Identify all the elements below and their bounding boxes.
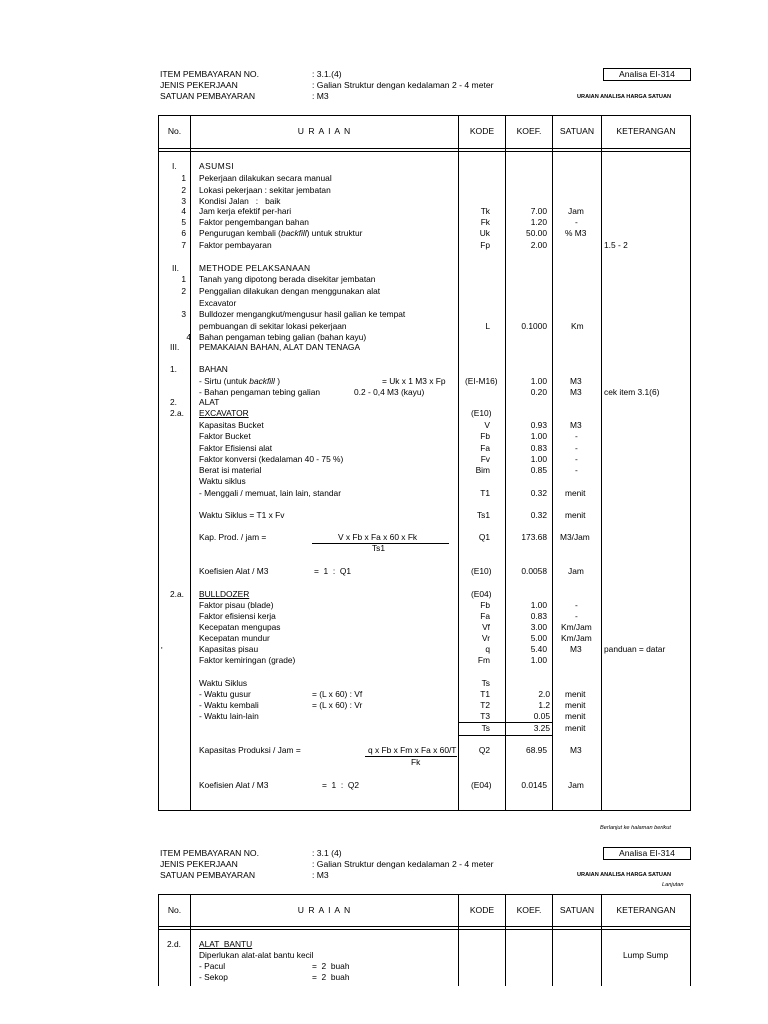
uraian-analisa-title: URAIAN ANALISA HARGA SATUAN bbox=[577, 94, 672, 100]
row-description: Faktor Bucket bbox=[199, 431, 251, 441]
subsection-title: BULLDOZER bbox=[199, 589, 250, 599]
row-description: Berat isi material bbox=[199, 465, 262, 475]
row-koef: 1.2 bbox=[538, 700, 550, 710]
row-formula: = 2 buah bbox=[312, 972, 350, 982]
row-satuan: M3 bbox=[570, 745, 582, 755]
row-kode: Fk bbox=[480, 217, 490, 227]
section-number: I. bbox=[172, 161, 177, 171]
row-koef: 7.00 bbox=[530, 206, 547, 216]
row-description: Faktor pengembangan bahan bbox=[199, 217, 309, 227]
row-description: - Waktu kembali bbox=[199, 700, 259, 710]
row-kode: Fv bbox=[480, 454, 490, 464]
row-keterangan: Lump Sump bbox=[623, 950, 669, 960]
row-kode: V bbox=[484, 420, 490, 430]
jenis-pekerjaan-label: JENIS PEKERJAAN bbox=[160, 80, 238, 90]
row-number: 2 bbox=[181, 286, 186, 296]
row-description: Lokasi pekerjaan : sekitar jembatan bbox=[199, 185, 331, 195]
row-formula: = 1 : Q2 bbox=[322, 780, 360, 790]
formula-numerator: V x Fb x Fa x 60 x Fk bbox=[338, 532, 418, 542]
row-satuan: menit bbox=[565, 510, 586, 520]
row-satuan: % M3 bbox=[565, 228, 587, 238]
row-kode: Fa bbox=[480, 611, 490, 621]
row-koef: 0.1000 bbox=[521, 321, 547, 331]
row-kode: Ts bbox=[481, 678, 490, 688]
row-kode: (E04) bbox=[471, 589, 492, 599]
row-keterangan: 1.5 - 2 bbox=[604, 240, 628, 250]
subsection-title: EXCAVATOR bbox=[199, 408, 249, 418]
row-description: Faktor konversi (kedalaman 40 - 75 %) bbox=[199, 454, 344, 464]
table-border bbox=[190, 115, 191, 810]
row-formula: = Uk x 1 M3 x Fp bbox=[382, 376, 446, 386]
row-number: 4 bbox=[181, 206, 186, 216]
col-header-uraian: U R A I A N bbox=[297, 905, 352, 915]
row-koef: 1.00 bbox=[530, 600, 547, 610]
row-kode: L bbox=[485, 321, 490, 331]
satuan-pembayaran-value: : M3 bbox=[312, 870, 329, 880]
subsection-title: ALAT BANTU bbox=[199, 939, 253, 949]
row-description: Kapasitas pisau bbox=[199, 644, 259, 654]
row-koef: 0.20 bbox=[530, 387, 547, 397]
row-kode: T2 bbox=[480, 700, 490, 710]
table-border bbox=[158, 929, 691, 930]
row-koef: 68.95 bbox=[526, 745, 547, 755]
col-header-satuan: SATUAN bbox=[559, 905, 595, 915]
table-border bbox=[690, 115, 691, 810]
section-title: ASUMSI bbox=[199, 161, 235, 171]
row-description: Faktor pisau (blade) bbox=[199, 600, 274, 610]
col-header-keterangan: KETERANGAN bbox=[616, 126, 676, 136]
row-number: 6 bbox=[181, 228, 186, 238]
row-satuan: Jam bbox=[568, 566, 584, 576]
row-koef: 0.93 bbox=[530, 420, 547, 430]
row-koef: 3.25 bbox=[533, 723, 550, 733]
row-satuan: - bbox=[575, 454, 578, 464]
row-satuan: menit bbox=[565, 689, 586, 699]
row-description: Kapasitas Produksi / Jam = bbox=[199, 745, 301, 755]
row-satuan: M3 bbox=[570, 420, 582, 430]
row-koef: 0.32 bbox=[530, 488, 547, 498]
row-koef: 0.05 bbox=[533, 711, 550, 721]
row-kode: Ts1 bbox=[476, 510, 490, 520]
col-header-no: No. bbox=[167, 126, 182, 136]
continued-note: Berlanjut ke halaman berikut bbox=[600, 825, 671, 831]
table-border bbox=[458, 115, 459, 810]
row-koef: 0.0058 bbox=[521, 566, 547, 576]
row-number: 5 bbox=[181, 217, 186, 227]
row-description: Excavator bbox=[199, 298, 237, 308]
row-number: 1 bbox=[181, 173, 186, 183]
row-description: - Waktu lain-lain bbox=[199, 711, 259, 721]
subsection-number: 2.a. bbox=[170, 589, 184, 599]
row-koef: 1.00 bbox=[530, 454, 547, 464]
row-kode: Tk bbox=[480, 206, 490, 216]
row-satuan: M3 bbox=[570, 376, 582, 386]
row-number: 3 bbox=[181, 309, 186, 319]
lanjutan-note: Lanjutan bbox=[662, 882, 684, 888]
row-satuan: - bbox=[575, 443, 578, 453]
margin-mark: ' bbox=[161, 645, 163, 655]
section-number: III. bbox=[170, 342, 180, 352]
row-kode: T3 bbox=[480, 711, 490, 721]
row-kode: q bbox=[485, 644, 490, 654]
satuan-pembayaran-label: SATUAN PEMBAYARAN bbox=[160, 91, 256, 101]
row-kode: Q2 bbox=[478, 745, 490, 755]
col-header-koef: KOEF. bbox=[516, 126, 542, 136]
table-border bbox=[158, 115, 159, 810]
row-description: pembuangan di sekitar lokasi pekerjaan bbox=[199, 321, 347, 331]
satuan-pembayaran-label: SATUAN PEMBAYARAN bbox=[160, 870, 256, 880]
section-number: II. bbox=[172, 263, 179, 273]
jenis-pekerjaan-label: JENIS PEKERJAAN bbox=[160, 859, 238, 869]
row-description: Kondisi Jalan : baik bbox=[199, 196, 281, 206]
row-satuan: Km/Jam bbox=[561, 633, 592, 643]
row-kode: T1 bbox=[480, 689, 490, 699]
row-description: Kecepatan mengupas bbox=[199, 622, 281, 632]
table-border bbox=[601, 115, 602, 810]
row-description: - Menggali / memuat, lain lain, standar bbox=[199, 488, 341, 498]
row-description: Bulldozer mengangkut/mengusur hasil galian ke tempat bbox=[199, 309, 406, 319]
subsection-title: ALAT bbox=[199, 397, 220, 407]
item-pembayaran-label: ITEM PEMBAYARAN NO. bbox=[160, 69, 259, 79]
table-border bbox=[552, 115, 553, 810]
row-satuan: Km bbox=[571, 321, 584, 331]
row-koef: 1.20 bbox=[530, 217, 547, 227]
subsection-number: 1. bbox=[170, 364, 177, 374]
row-satuan: menit bbox=[565, 723, 586, 733]
row-koef: 173.68 bbox=[521, 532, 547, 542]
table-border bbox=[690, 894, 691, 986]
row-description: Kap. Prod. / jam = bbox=[199, 532, 267, 542]
formula-denominator: Fk bbox=[411, 757, 421, 767]
section-title: PEMAKAIAN BAHAN, ALAT DAN TENAGA bbox=[199, 342, 361, 352]
row-koef: 1.00 bbox=[530, 655, 547, 665]
row-koef: 50.00 bbox=[526, 228, 547, 238]
row-satuan: menit bbox=[565, 711, 586, 721]
row-kode: (E04) bbox=[471, 780, 492, 790]
uraian-analisa-title: URAIAN ANALISA HARGA SATUAN bbox=[577, 872, 672, 878]
row-description: - Bahan pengaman tebing galian bbox=[199, 387, 321, 397]
row-keterangan: cek item 3.1(6) bbox=[604, 387, 660, 397]
row-description: Kapasitas Bucket bbox=[199, 420, 264, 430]
row-satuan: Km/Jam bbox=[561, 622, 592, 632]
row-number: 4 bbox=[186, 332, 191, 342]
row-koef: 0.83 bbox=[530, 611, 547, 621]
analisa-code-box: Analisa EI-314 bbox=[603, 68, 691, 81]
row-description: Koefisien Alat / M3 bbox=[199, 566, 269, 576]
row-description: Faktor kemiringan (grade) bbox=[199, 655, 296, 665]
row-description: Faktor Efisiensi alat bbox=[199, 443, 273, 453]
subsection-number: 2.a. bbox=[170, 408, 184, 418]
row-satuan: M3 bbox=[570, 387, 582, 397]
col-header-no: No. bbox=[167, 905, 182, 915]
row-satuan: - bbox=[575, 431, 578, 441]
row-koef: 0.0145 bbox=[521, 780, 547, 790]
row-satuan: Jam bbox=[568, 780, 584, 790]
col-header-kode: KODE bbox=[469, 126, 495, 136]
row-kode: Bim bbox=[475, 465, 490, 475]
table-border bbox=[158, 810, 691, 811]
row-kode: (E10) bbox=[471, 408, 492, 418]
row-formula: = (L x 60) : Vr bbox=[312, 700, 363, 710]
row-description: Penggalian dilakukan dengan menggunakan alat bbox=[199, 286, 381, 296]
table-border bbox=[158, 115, 691, 116]
sum-line bbox=[458, 735, 552, 736]
row-kode: Fb bbox=[480, 600, 490, 610]
row-koef: 5.00 bbox=[530, 633, 547, 643]
row-kode: Vr bbox=[481, 633, 490, 643]
table-border bbox=[158, 151, 691, 152]
row-kode: Ts bbox=[481, 723, 490, 733]
row-koef: 3.00 bbox=[530, 622, 547, 632]
table-border bbox=[158, 148, 691, 149]
table-border bbox=[158, 926, 691, 927]
row-kode: Fa bbox=[480, 443, 490, 453]
row-description: Tanah yang dipotong berada disekitar jembatan bbox=[199, 274, 376, 284]
subsection-number: 2.d. bbox=[167, 939, 181, 949]
row-koef: 5.40 bbox=[530, 644, 547, 654]
item-pembayaran-value: : 3.1.(4) bbox=[312, 69, 342, 79]
col-header-keterangan: KETERANGAN bbox=[616, 905, 676, 915]
item-pembayaran-value: : 3.1 (4) bbox=[312, 848, 342, 858]
row-description: Waktu Siklus bbox=[199, 678, 248, 688]
subsection-number: 2. bbox=[170, 397, 177, 407]
row-description: Diperlukan alat-alat bantu kecil bbox=[199, 950, 314, 960]
row-kode: Uk bbox=[479, 228, 490, 238]
jenis-pekerjaan-value: : Galian Struktur dengan kedalaman 2 - 4 meter bbox=[312, 80, 494, 90]
row-description: - Pacul bbox=[199, 961, 226, 971]
row-satuan: M3 bbox=[570, 644, 582, 654]
row-satuan: Jam bbox=[568, 206, 584, 216]
row-formula: = 2 buah bbox=[312, 961, 350, 971]
row-formula: = 1 : Q1 bbox=[314, 566, 352, 576]
row-description: Waktu Siklus = T1 x Fv bbox=[199, 510, 285, 520]
col-header-uraian: U R A I A N bbox=[297, 126, 352, 136]
row-description: Pekerjaan dilakukan secara manual bbox=[199, 173, 332, 183]
row-kode: (EI-M16) bbox=[465, 376, 498, 386]
jenis-pekerjaan-value: : Galian Struktur dengan kedalaman 2 - 4 meter bbox=[312, 859, 494, 869]
row-satuan: M3/Jam bbox=[560, 532, 590, 542]
row-kode: Fp bbox=[480, 240, 490, 250]
row-satuan: - bbox=[575, 611, 578, 621]
row-satuan: - bbox=[575, 465, 578, 475]
row-description: Bahan pengaman tebing galian (bahan kayu) bbox=[199, 332, 367, 342]
item-pembayaran-label: ITEM PEMBAYARAN NO. bbox=[160, 848, 259, 858]
row-koef: 0.85 bbox=[530, 465, 547, 475]
row-description: Faktor efisiensi kerja bbox=[199, 611, 276, 621]
analisa-code-box: Analisa EI-314 bbox=[603, 847, 691, 860]
row-satuan: menit bbox=[565, 488, 586, 498]
row-koef: 0.83 bbox=[530, 443, 547, 453]
formula-denominator: Ts1 bbox=[372, 543, 386, 553]
row-description: Waktu siklus bbox=[199, 476, 246, 486]
table-border bbox=[158, 894, 691, 895]
col-header-koef: KOEF. bbox=[516, 905, 542, 915]
row-formula: = (L x 60) : Vf bbox=[312, 689, 363, 699]
col-header-kode: KODE bbox=[469, 905, 495, 915]
row-koef: 1.00 bbox=[530, 431, 547, 441]
row-number: 7 bbox=[181, 240, 186, 250]
row-description: - Waktu gusur bbox=[199, 689, 251, 699]
row-description: Pengurugan kembali (backfill) untuk struktur bbox=[199, 228, 363, 238]
subsection-title: BAHAN bbox=[199, 364, 228, 374]
row-koef: 1.00 bbox=[530, 376, 547, 386]
row-kode: Fb bbox=[480, 431, 490, 441]
row-number: 3 bbox=[181, 196, 186, 206]
col-header-satuan: SATUAN bbox=[559, 126, 595, 136]
row-kode: Vf bbox=[482, 622, 490, 632]
satuan-pembayaran-value: : M3 bbox=[312, 91, 329, 101]
row-koef: 2.0 bbox=[538, 689, 550, 699]
row-kode: Q1 bbox=[478, 532, 490, 542]
row-number: 2 bbox=[181, 185, 186, 195]
row-description: Kecepatan mundur bbox=[199, 633, 270, 643]
row-kode: Fm bbox=[477, 655, 490, 665]
row-description: Faktor pembayaran bbox=[199, 240, 272, 250]
row-satuan: - bbox=[575, 600, 578, 610]
section-title: METHODE PELAKSANAAN bbox=[199, 263, 311, 273]
row-description: Jam kerja efektif per-hari bbox=[199, 206, 292, 216]
row-satuan: menit bbox=[565, 700, 586, 710]
row-formula: 0.2 - 0,4 M3 (kayu) bbox=[354, 387, 425, 397]
formula-numerator: q x Fb x Fm x Fa x 60/T bbox=[368, 745, 457, 755]
row-kode: (E10) bbox=[471, 566, 492, 576]
row-number: 1 bbox=[181, 274, 186, 284]
row-description: Koefisien Alat / M3 bbox=[199, 780, 269, 790]
row-description: - Sekop bbox=[199, 972, 228, 982]
row-satuan: - bbox=[575, 217, 578, 227]
row-kode: T1 bbox=[480, 488, 490, 498]
row-koef: 0.32 bbox=[530, 510, 547, 520]
row-koef: 2.00 bbox=[530, 240, 547, 250]
row-description: - Sirtu (untuk backfill ) bbox=[199, 376, 281, 386]
row-keterangan: panduan = datar bbox=[604, 644, 666, 654]
